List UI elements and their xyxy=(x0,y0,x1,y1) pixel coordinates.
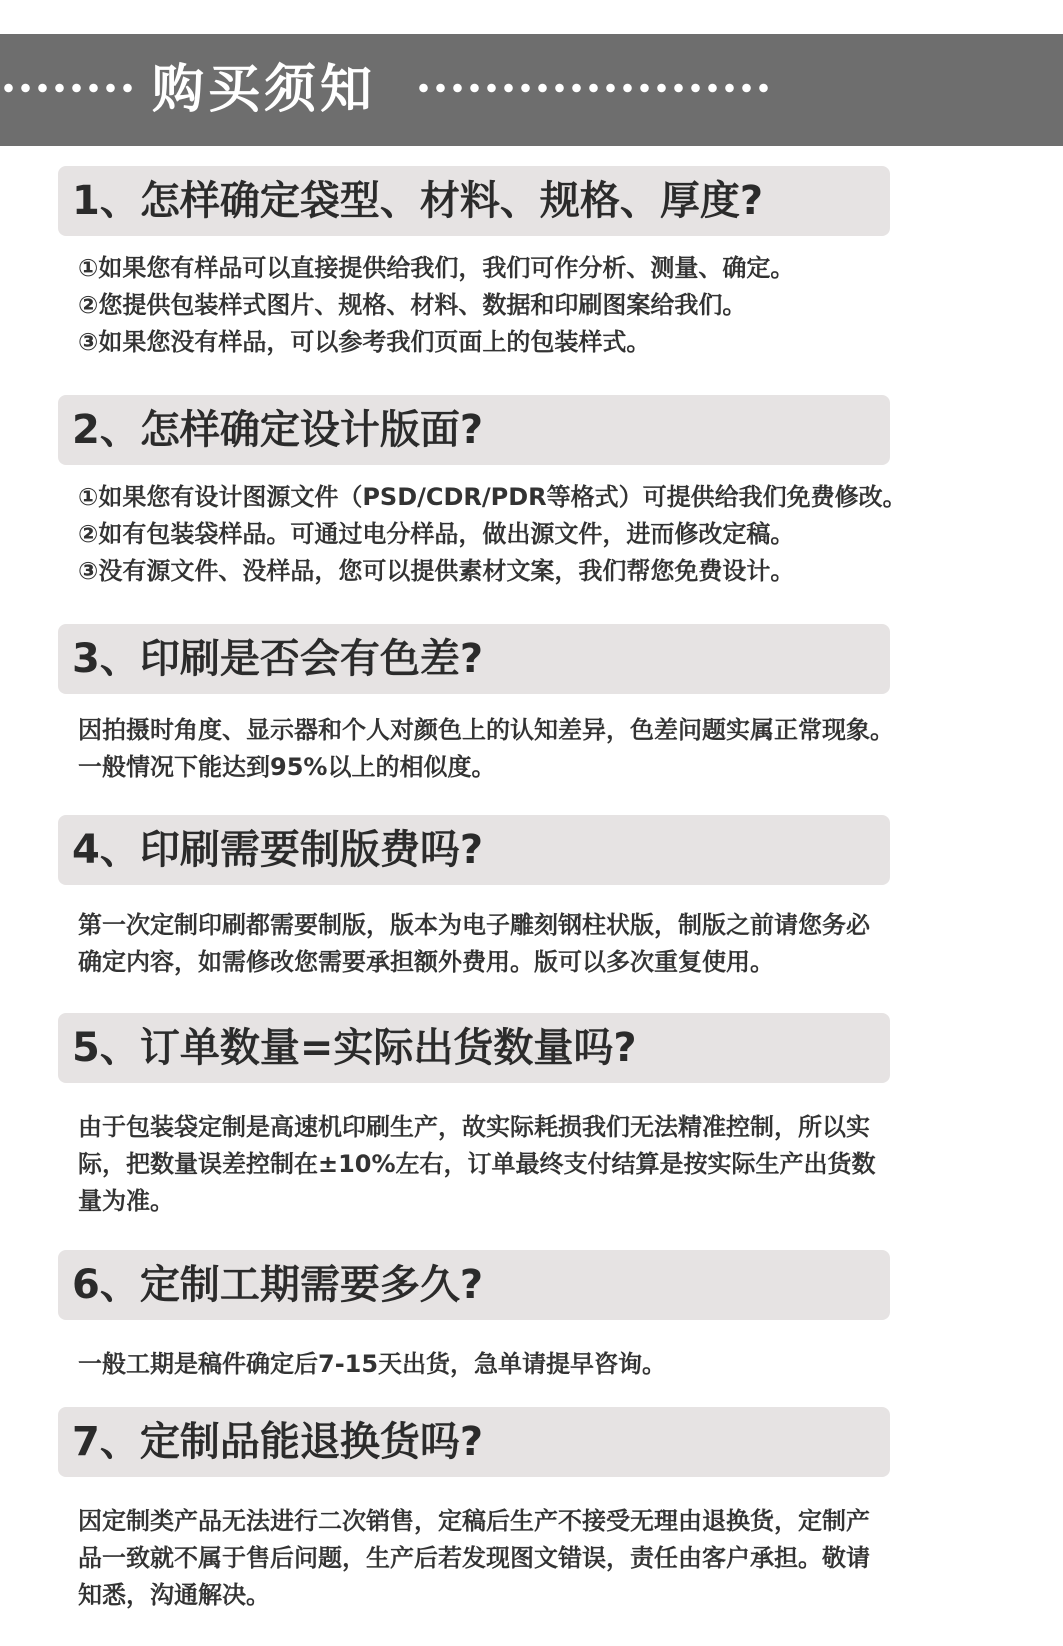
answer-2 xyxy=(78,479,1038,590)
answer-line: ③没有源文件、没样品，您可以提供素材文案，我们帮您免费设计。 xyxy=(78,557,795,585)
answer-line: ③如果您没有样品，可以参考我们页面上的包装样式。 xyxy=(78,328,651,356)
question-heading-6: 6、定制工期需要多久? xyxy=(58,1250,890,1320)
question-heading-5: 5、订单数量=实际出货数量吗? xyxy=(58,1013,890,1083)
answer-line: 由于包装袋定制是高速机印刷生产，故实际耗损我们无法精准控制，所以实 xyxy=(78,1113,870,1141)
answer-line: 量为准。 xyxy=(78,1187,174,1215)
page-title: 购买须知 xyxy=(152,60,377,120)
question-heading-2: 2、怎样确定设计版面? xyxy=(58,395,890,465)
answer-line: 一般工期是稿件确定后7-15天出货，急单请提早咨询。 xyxy=(78,1350,667,1378)
answer-line: ①如果您有设计图源文件（PSD/CDR/PDR等格式）可提供给我们免费修改。 xyxy=(78,483,907,511)
answer-line: 一般情况下能达到95%以上的相似度。 xyxy=(78,753,496,781)
answer-4 xyxy=(78,907,1013,981)
answer-line: 际，把数量误差控制在±10%左右，订单最终支付结算是按实际生产出货数 xyxy=(78,1150,876,1178)
answer-line: ①如果您有样品可以直接提供给我们，我们可作分析、测量、确定。 xyxy=(78,254,795,282)
question-heading-4: 4、印刷需要制版费吗? xyxy=(58,815,890,885)
question-heading-3: 3、印刷是否会有色差? xyxy=(58,624,890,694)
answer-line: 确定内容，如需修改您需要承担额外费用。版可以多次重复使用。 xyxy=(78,948,774,976)
answer-line: ②如有包装袋样品。可通过电分样品，做出源文件，进而修改定稿。 xyxy=(78,520,795,548)
question-heading-1: 1、怎样确定袋型、材料、规格、厚度? xyxy=(58,166,890,236)
answer-1 xyxy=(78,250,1038,361)
answer-6 xyxy=(78,1346,1038,1383)
answer-line: ②您提供包装样式图片、规格、材料、数据和印刷图案给我们。 xyxy=(78,291,747,319)
answer-line: 因定制类产品无法进行二次销售，定稿后生产不接受无理由退换货，定制产 xyxy=(78,1507,870,1535)
dotted-divider-right xyxy=(415,80,775,96)
answer-line: 因拍摄时角度、显示器和个人对颜色上的认知差异，色差问题实属正常现象。 xyxy=(78,716,894,744)
answer-7 xyxy=(78,1503,1013,1614)
answer-line: 知悉，沟通解决。 xyxy=(78,1581,270,1609)
answer-3 xyxy=(78,712,1038,786)
dotted-divider-left xyxy=(0,80,138,96)
answer-line: 品一致就不属于售后问题，生产后若发现图文错误，责任由客户承担。敬请 xyxy=(78,1544,870,1572)
answer-5 xyxy=(78,1109,1013,1220)
answer-line: 第一次定制印刷都需要制版，版本为电子雕刻钢柱状版，制版之前请您务必 xyxy=(78,911,870,939)
question-heading-7: 7、定制品能退换货吗? xyxy=(58,1407,890,1477)
